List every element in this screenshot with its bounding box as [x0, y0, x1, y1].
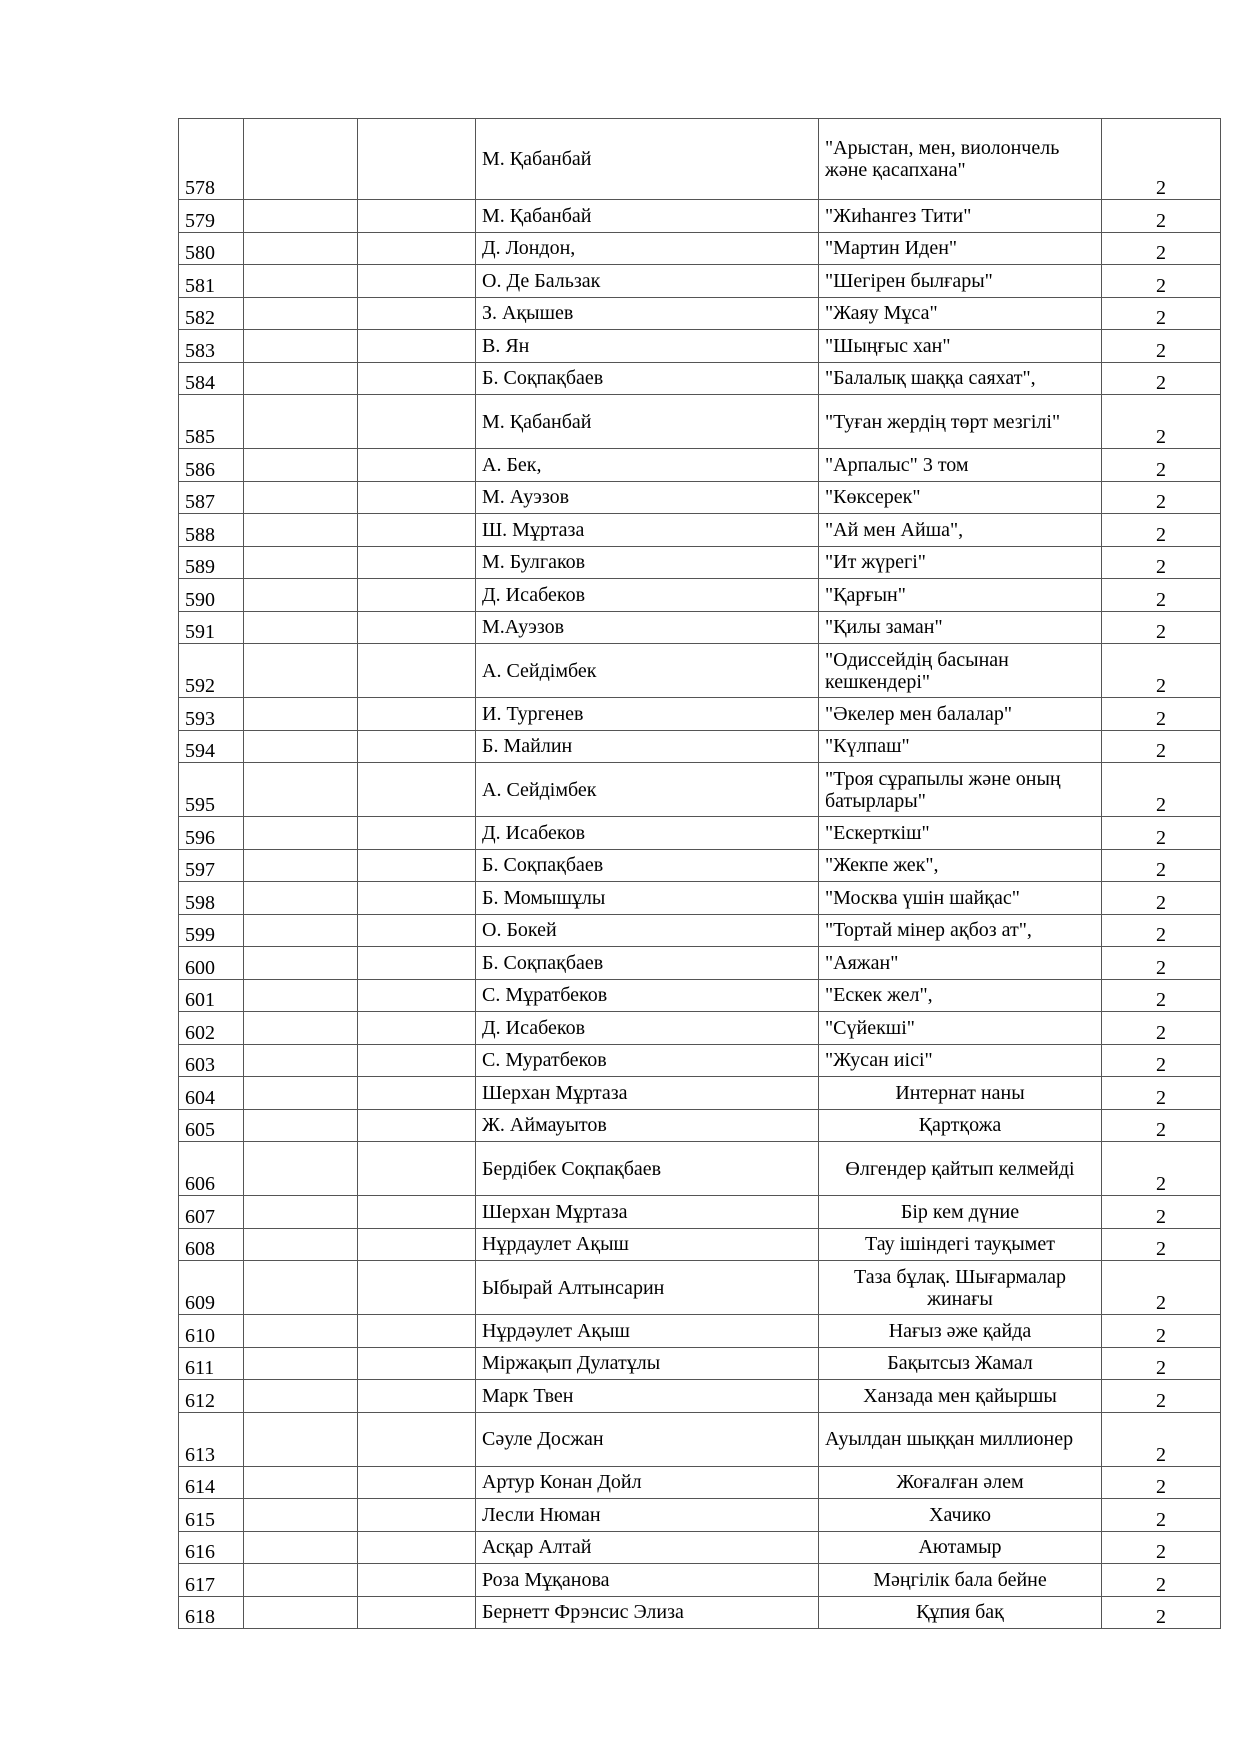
row-number: 607 [179, 1196, 244, 1229]
quantity-cell: 2 [1102, 1142, 1221, 1196]
author-cell: Б. Момышұлы [476, 882, 819, 915]
row-number: 593 [179, 698, 244, 731]
row-number: 611 [179, 1347, 244, 1380]
empty-cell [358, 1228, 476, 1261]
row-number: 606 [179, 1142, 244, 1196]
quantity-cell: 2 [1102, 698, 1221, 731]
quantity-cell: 2 [1102, 1228, 1221, 1261]
title-cell: "Жусан иісі" [819, 1044, 1102, 1077]
author-cell: О. Де Бальзак [476, 265, 819, 298]
row-number: 590 [179, 579, 244, 612]
empty-cell [358, 1196, 476, 1229]
empty-cell [244, 579, 358, 612]
title-cell: "Шегірен былғары" [819, 265, 1102, 298]
title-cell: Құпия бақ [819, 1596, 1102, 1629]
author-cell: Лесли Нюман [476, 1499, 819, 1532]
title-cell: "Москва үшін шайқас" [819, 882, 1102, 915]
empty-cell [358, 449, 476, 482]
empty-cell [244, 265, 358, 298]
table-row [179, 514, 1221, 547]
title-cell: Ауылдан шыққан миллионер [819, 1412, 1102, 1466]
table-row [179, 1196, 1221, 1229]
empty-cell [358, 481, 476, 514]
row-number: 589 [179, 546, 244, 579]
empty-cell [244, 330, 358, 363]
author-cell: Ыбырай Алтынсарин [476, 1261, 819, 1315]
row-number: 592 [179, 644, 244, 698]
author-cell: Асқар Алтай [476, 1531, 819, 1564]
row-number: 614 [179, 1466, 244, 1499]
table-row [179, 546, 1221, 579]
title-cell: "Жиһангез Тити" [819, 200, 1102, 233]
author-cell: А. Сейдімбек [476, 763, 819, 817]
author-cell: О. Бокей [476, 914, 819, 947]
title-cell: Бір кем дүние [819, 1196, 1102, 1229]
title-cell: Нағыз әже қайда [819, 1315, 1102, 1348]
empty-cell [244, 1412, 358, 1466]
author-cell: Б. Майлин [476, 730, 819, 763]
quantity-cell: 2 [1102, 1347, 1221, 1380]
quantity-cell: 2 [1102, 849, 1221, 882]
table-row [179, 698, 1221, 731]
empty-cell [244, 611, 358, 644]
table-row [179, 611, 1221, 644]
table-row [179, 1142, 1221, 1196]
quantity-cell: 2 [1102, 1499, 1221, 1532]
author-cell: В. Ян [476, 330, 819, 363]
quantity-cell: 2 [1102, 1109, 1221, 1142]
author-cell: С. Мұратбеков [476, 979, 819, 1012]
author-cell: И. Тургенев [476, 698, 819, 731]
empty-cell [244, 1012, 358, 1045]
author-cell: Бернетт Фрэнсис Элиза [476, 1596, 819, 1629]
empty-cell [358, 514, 476, 547]
empty-cell [358, 1077, 476, 1110]
title-cell: "Арыстан, мен, виолончель және қасапхана" [819, 119, 1102, 200]
row-number: 594 [179, 730, 244, 763]
empty-cell [244, 297, 358, 330]
table-row [179, 1044, 1221, 1077]
empty-cell [244, 1564, 358, 1597]
title-cell: "Ескек жел", [819, 979, 1102, 1012]
quantity-cell: 2 [1102, 1531, 1221, 1564]
table-row [179, 1228, 1221, 1261]
table-row [179, 1412, 1221, 1466]
table-row [179, 1380, 1221, 1413]
quantity-cell: 2 [1102, 1596, 1221, 1629]
table-row [179, 882, 1221, 915]
empty-cell [358, 1499, 476, 1532]
title-cell: Мәңгілік бала бейне [819, 1564, 1102, 1597]
quantity-cell: 2 [1102, 481, 1221, 514]
row-number: 617 [179, 1564, 244, 1597]
title-cell: Қартқожа [819, 1109, 1102, 1142]
table-row [179, 1347, 1221, 1380]
empty-cell [358, 947, 476, 980]
empty-cell [358, 882, 476, 915]
table-row [179, 1466, 1221, 1499]
author-cell: Б. Соқпақбаев [476, 849, 819, 882]
empty-cell [358, 1380, 476, 1413]
table-row [179, 200, 1221, 233]
empty-cell [358, 1012, 476, 1045]
table-row [179, 297, 1221, 330]
empty-cell [244, 1531, 358, 1564]
author-cell: Роза Мұқанова [476, 1564, 819, 1597]
row-number: 597 [179, 849, 244, 882]
empty-cell [358, 395, 476, 449]
table-row [179, 362, 1221, 395]
quantity-cell: 2 [1102, 119, 1221, 200]
author-cell: М. Қабанбай [476, 395, 819, 449]
row-number: 613 [179, 1412, 244, 1466]
row-number: 596 [179, 817, 244, 850]
table-row [179, 330, 1221, 363]
table-row [179, 1596, 1221, 1629]
author-cell: Шерхан Мұртаза [476, 1196, 819, 1229]
empty-cell [358, 1044, 476, 1077]
title-cell: Өлгендер қайтып келмейді [819, 1142, 1102, 1196]
table-row [179, 481, 1221, 514]
empty-cell [358, 1596, 476, 1629]
quantity-cell: 2 [1102, 1261, 1221, 1315]
author-cell: Шерхан Мұртаза [476, 1077, 819, 1110]
title-cell: "Ит жүрегі" [819, 546, 1102, 579]
table-row [179, 1564, 1221, 1597]
empty-cell [358, 730, 476, 763]
quantity-cell: 2 [1102, 395, 1221, 449]
empty-cell [358, 1347, 476, 1380]
author-cell: Д. Исабеков [476, 579, 819, 612]
quantity-cell: 2 [1102, 1196, 1221, 1229]
title-cell: Тау ішіндегі тауқымет [819, 1228, 1102, 1261]
empty-cell [358, 1142, 476, 1196]
author-cell: М. Қабанбай [476, 200, 819, 233]
row-number: 604 [179, 1077, 244, 1110]
book-list-table [178, 118, 1221, 1629]
quantity-cell: 2 [1102, 514, 1221, 547]
empty-cell [244, 1261, 358, 1315]
row-number: 581 [179, 265, 244, 298]
empty-cell [358, 644, 476, 698]
quantity-cell: 2 [1102, 644, 1221, 698]
quantity-cell: 2 [1102, 763, 1221, 817]
empty-cell [244, 200, 358, 233]
quantity-cell: 2 [1102, 1412, 1221, 1466]
empty-cell [358, 200, 476, 233]
empty-cell [358, 362, 476, 395]
author-cell: Б. Соқпақбаев [476, 947, 819, 980]
quantity-cell: 2 [1102, 1466, 1221, 1499]
author-cell: Міржақып Дулатұлы [476, 1347, 819, 1380]
title-cell: "Жекпе жек", [819, 849, 1102, 882]
row-number: 584 [179, 362, 244, 395]
title-cell: "Жаяу Мұса" [819, 297, 1102, 330]
title-cell: "Арпалыс" 3 том [819, 449, 1102, 482]
empty-cell [244, 481, 358, 514]
row-number: 595 [179, 763, 244, 817]
table-row [179, 1531, 1221, 1564]
title-cell: "Тортай мінер ақбоз ат", [819, 914, 1102, 947]
table-body [179, 119, 1221, 1629]
table-row [179, 1315, 1221, 1348]
title-cell: "Ескерткіш" [819, 817, 1102, 850]
quantity-cell: 2 [1102, 882, 1221, 915]
table-row [179, 817, 1221, 850]
row-number: 580 [179, 232, 244, 265]
empty-cell [244, 1596, 358, 1629]
empty-cell [358, 1412, 476, 1466]
title-cell: Аютамыр [819, 1531, 1102, 1564]
row-number: 600 [179, 947, 244, 980]
empty-cell [244, 763, 358, 817]
title-cell: "Қарғын" [819, 579, 1102, 612]
empty-cell [358, 232, 476, 265]
empty-cell [244, 1380, 358, 1413]
table-row [179, 449, 1221, 482]
empty-cell [358, 119, 476, 200]
row-number: 587 [179, 481, 244, 514]
empty-cell [244, 1315, 358, 1348]
author-cell: Нұрдаулет Ақыш [476, 1228, 819, 1261]
quantity-cell: 2 [1102, 362, 1221, 395]
empty-cell [244, 698, 358, 731]
quantity-cell: 2 [1102, 200, 1221, 233]
empty-cell [244, 514, 358, 547]
empty-cell [244, 979, 358, 1012]
row-number: 591 [179, 611, 244, 644]
author-cell: М. Булгаков [476, 546, 819, 579]
empty-cell [244, 1109, 358, 1142]
table-row [179, 947, 1221, 980]
title-cell: Бақытсыз Жамал [819, 1347, 1102, 1380]
table-row [179, 730, 1221, 763]
row-number: 585 [179, 395, 244, 449]
empty-cell [244, 882, 358, 915]
author-cell: Д. Исабеков [476, 817, 819, 850]
author-cell: М. Ауэзов [476, 481, 819, 514]
empty-cell [244, 232, 358, 265]
quantity-cell: 2 [1102, 546, 1221, 579]
empty-cell [358, 1466, 476, 1499]
table-row [179, 1012, 1221, 1045]
title-cell: Интернат наны [819, 1077, 1102, 1110]
title-cell: "Ай мен Айша", [819, 514, 1102, 547]
author-cell: А. Сейдімбек [476, 644, 819, 698]
empty-cell [358, 265, 476, 298]
empty-cell [244, 644, 358, 698]
empty-cell [358, 297, 476, 330]
empty-cell [244, 1499, 358, 1532]
title-cell: "Сүйекші" [819, 1012, 1102, 1045]
quantity-cell: 2 [1102, 1380, 1221, 1413]
row-number: 605 [179, 1109, 244, 1142]
table-row [179, 763, 1221, 817]
author-cell: Д. Лондон, [476, 232, 819, 265]
title-cell: Ханзада мен қайыршы [819, 1380, 1102, 1413]
author-cell: Ш. Мұртаза [476, 514, 819, 547]
author-cell: Сәуле Досжан [476, 1412, 819, 1466]
table-row [179, 1109, 1221, 1142]
quantity-cell: 2 [1102, 232, 1221, 265]
title-cell: "Мартин Иден" [819, 232, 1102, 265]
title-cell: Таза бұлақ. Шығармалар жинағы [819, 1261, 1102, 1315]
quantity-cell: 2 [1102, 979, 1221, 1012]
empty-cell [244, 449, 358, 482]
row-number: 609 [179, 1261, 244, 1315]
title-cell: "Көксерек" [819, 481, 1102, 514]
table-row [179, 395, 1221, 449]
title-cell: "Күлпаш" [819, 730, 1102, 763]
table-row [179, 232, 1221, 265]
table-row [179, 914, 1221, 947]
empty-cell [244, 849, 358, 882]
empty-cell [358, 1315, 476, 1348]
quantity-cell: 2 [1102, 611, 1221, 644]
title-cell: "Троя сұрапылы және оның батырлары" [819, 763, 1102, 817]
author-cell: М. Қабанбай [476, 119, 819, 200]
quantity-cell: 2 [1102, 449, 1221, 482]
empty-cell [358, 1261, 476, 1315]
empty-cell [244, 119, 358, 200]
empty-cell [244, 730, 358, 763]
empty-cell [358, 546, 476, 579]
author-cell: С. Муратбеков [476, 1044, 819, 1077]
row-number: 618 [179, 1596, 244, 1629]
row-number: 608 [179, 1228, 244, 1261]
quantity-cell: 2 [1102, 947, 1221, 980]
quantity-cell: 2 [1102, 1044, 1221, 1077]
empty-cell [244, 1466, 358, 1499]
empty-cell [244, 1142, 358, 1196]
empty-cell [244, 1228, 358, 1261]
quantity-cell: 2 [1102, 1012, 1221, 1045]
title-cell: "Туған жердің төрт мезгілі" [819, 395, 1102, 449]
row-number: 588 [179, 514, 244, 547]
empty-cell [358, 1564, 476, 1597]
row-number: 598 [179, 882, 244, 915]
row-number: 579 [179, 200, 244, 233]
empty-cell [358, 611, 476, 644]
table-row [179, 849, 1221, 882]
empty-cell [244, 362, 358, 395]
title-cell: "Қилы заман" [819, 611, 1102, 644]
table-row [179, 265, 1221, 298]
empty-cell [244, 1347, 358, 1380]
row-number: 583 [179, 330, 244, 363]
author-cell: Марк Твен [476, 1380, 819, 1413]
empty-cell [244, 947, 358, 980]
empty-cell [244, 1196, 358, 1229]
row-number: 599 [179, 914, 244, 947]
quantity-cell: 2 [1102, 1077, 1221, 1110]
quantity-cell: 2 [1102, 730, 1221, 763]
title-cell: "Балалық шаққа саяхат", [819, 362, 1102, 395]
row-number: 612 [179, 1380, 244, 1413]
title-cell: Жоғалған әлем [819, 1466, 1102, 1499]
empty-cell [358, 1109, 476, 1142]
author-cell: Артур Конан Дойл [476, 1466, 819, 1499]
empty-cell [244, 1044, 358, 1077]
table-row [179, 1261, 1221, 1315]
empty-cell [358, 763, 476, 817]
row-number: 615 [179, 1499, 244, 1532]
row-number: 603 [179, 1044, 244, 1077]
row-number: 610 [179, 1315, 244, 1348]
empty-cell [358, 849, 476, 882]
table-row [179, 579, 1221, 612]
quantity-cell: 2 [1102, 579, 1221, 612]
row-number: 602 [179, 1012, 244, 1045]
quantity-cell: 2 [1102, 817, 1221, 850]
quantity-cell: 2 [1102, 914, 1221, 947]
author-cell: З. Ақышев [476, 297, 819, 330]
table-row [179, 1499, 1221, 1532]
row-number: 616 [179, 1531, 244, 1564]
title-cell: "Шыңғыс хан" [819, 330, 1102, 363]
empty-cell [358, 698, 476, 731]
empty-cell [358, 1531, 476, 1564]
author-cell: А. Бек, [476, 449, 819, 482]
empty-cell [358, 979, 476, 1012]
empty-cell [244, 546, 358, 579]
title-cell: "Әкелер мен балалар" [819, 698, 1102, 731]
quantity-cell: 2 [1102, 330, 1221, 363]
row-number: 582 [179, 297, 244, 330]
title-cell: "Аяжан" [819, 947, 1102, 980]
title-cell: "Одиссейдің басынан кешкендері" [819, 644, 1102, 698]
row-number: 601 [179, 979, 244, 1012]
empty-cell [358, 330, 476, 363]
quantity-cell: 2 [1102, 1564, 1221, 1597]
empty-cell [358, 579, 476, 612]
empty-cell [244, 914, 358, 947]
empty-cell [244, 395, 358, 449]
row-number: 586 [179, 449, 244, 482]
author-cell: Бердібек Соқпақбаев [476, 1142, 819, 1196]
row-number: 578 [179, 119, 244, 200]
empty-cell [244, 817, 358, 850]
quantity-cell: 2 [1102, 297, 1221, 330]
quantity-cell: 2 [1102, 265, 1221, 298]
quantity-cell: 2 [1102, 1315, 1221, 1348]
author-cell: Д. Исабеков [476, 1012, 819, 1045]
empty-cell [358, 914, 476, 947]
author-cell: Б. Соқпақбаев [476, 362, 819, 395]
title-cell: Хачико [819, 1499, 1102, 1532]
table-row [179, 644, 1221, 698]
empty-cell [358, 817, 476, 850]
table-row [179, 979, 1221, 1012]
empty-cell [244, 1077, 358, 1110]
author-cell: Ж. Аймауытов [476, 1109, 819, 1142]
author-cell: Нұрдәулет Ақыш [476, 1315, 819, 1348]
table-row [179, 119, 1221, 200]
table-row [179, 1077, 1221, 1110]
author-cell: М.Ауэзов [476, 611, 819, 644]
